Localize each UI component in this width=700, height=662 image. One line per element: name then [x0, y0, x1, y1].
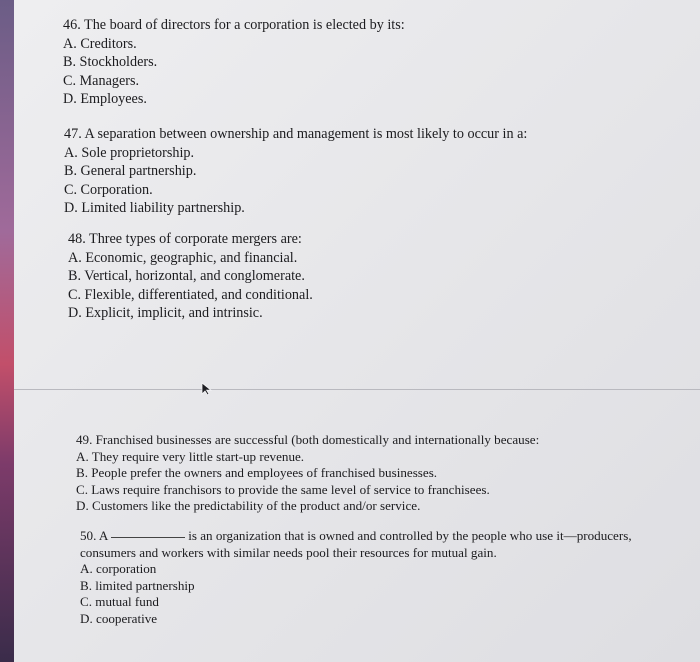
answer-option: B. limited partnership [80, 577, 195, 593]
answer-option: C. Managers. [63, 72, 140, 89]
answer-option: D. Explicit, implicit, and intrinsic. [68, 305, 263, 322]
answer-option: C. Corporation. [64, 181, 153, 198]
answer-option: D. Employees. [63, 91, 147, 108]
question-48 [68, 230, 313, 323]
answer-option: B. General partnership. [64, 163, 197, 180]
question-stem: 47. A separation between ownership and management is most likely to occur in a: [64, 126, 528, 142]
answer-option: D. Limited liability partnership. [64, 200, 245, 217]
question-stem: 49. Franchised businesses are successful (both domestically and internationally because: [76, 432, 540, 447]
fill-in-blank [111, 537, 185, 538]
answer-option: A. Economic, geographic, and financial. [68, 249, 298, 266]
question-stem: 48. Three types of corporate mergers are: [68, 231, 302, 247]
answer-option: B. Stockholders. [63, 54, 158, 71]
question-50 [80, 528, 632, 628]
document-page [14, 0, 700, 662]
answer-option: A. Sole proprietorship. [64, 144, 195, 161]
question-49 [76, 432, 539, 515]
question-number: 50. A [80, 528, 108, 543]
page-divider [14, 389, 700, 390]
answer-option: B. Vertical, horizontal, and conglomerate. [68, 268, 305, 285]
question-stem-text: is an organization that is owned and controlled by the people who use it—producers, [188, 528, 632, 543]
question-46 [63, 16, 405, 109]
question-stem: 46. The board of directors for a corporation is elected by its: [63, 17, 405, 33]
answer-option: C. Laws require franchisors to provide the same level of service to franchisees. [76, 481, 490, 497]
question-47 [64, 125, 527, 218]
mouse-pointer-icon [201, 382, 213, 396]
answer-option: C. Flexible, differentiated, and conditional. [68, 286, 313, 303]
question-stem [80, 528, 632, 545]
answer-option: B. People prefer the owners and employees of franchised businesses. [76, 465, 438, 481]
answer-option: A. Creditors. [63, 35, 137, 52]
answer-option: A. They require very little start-up revenue. [76, 448, 305, 464]
answer-option: C. mutual fund [80, 594, 159, 610]
answer-option: D. cooperative [80, 610, 158, 626]
answer-option: D. Customers like the predictability of the product and/or service. [76, 498, 421, 514]
answer-option: A. corporation [80, 561, 157, 577]
question-stem-continued: consumers and workers with similar needs pool their resources for mutual gain. [80, 544, 497, 560]
